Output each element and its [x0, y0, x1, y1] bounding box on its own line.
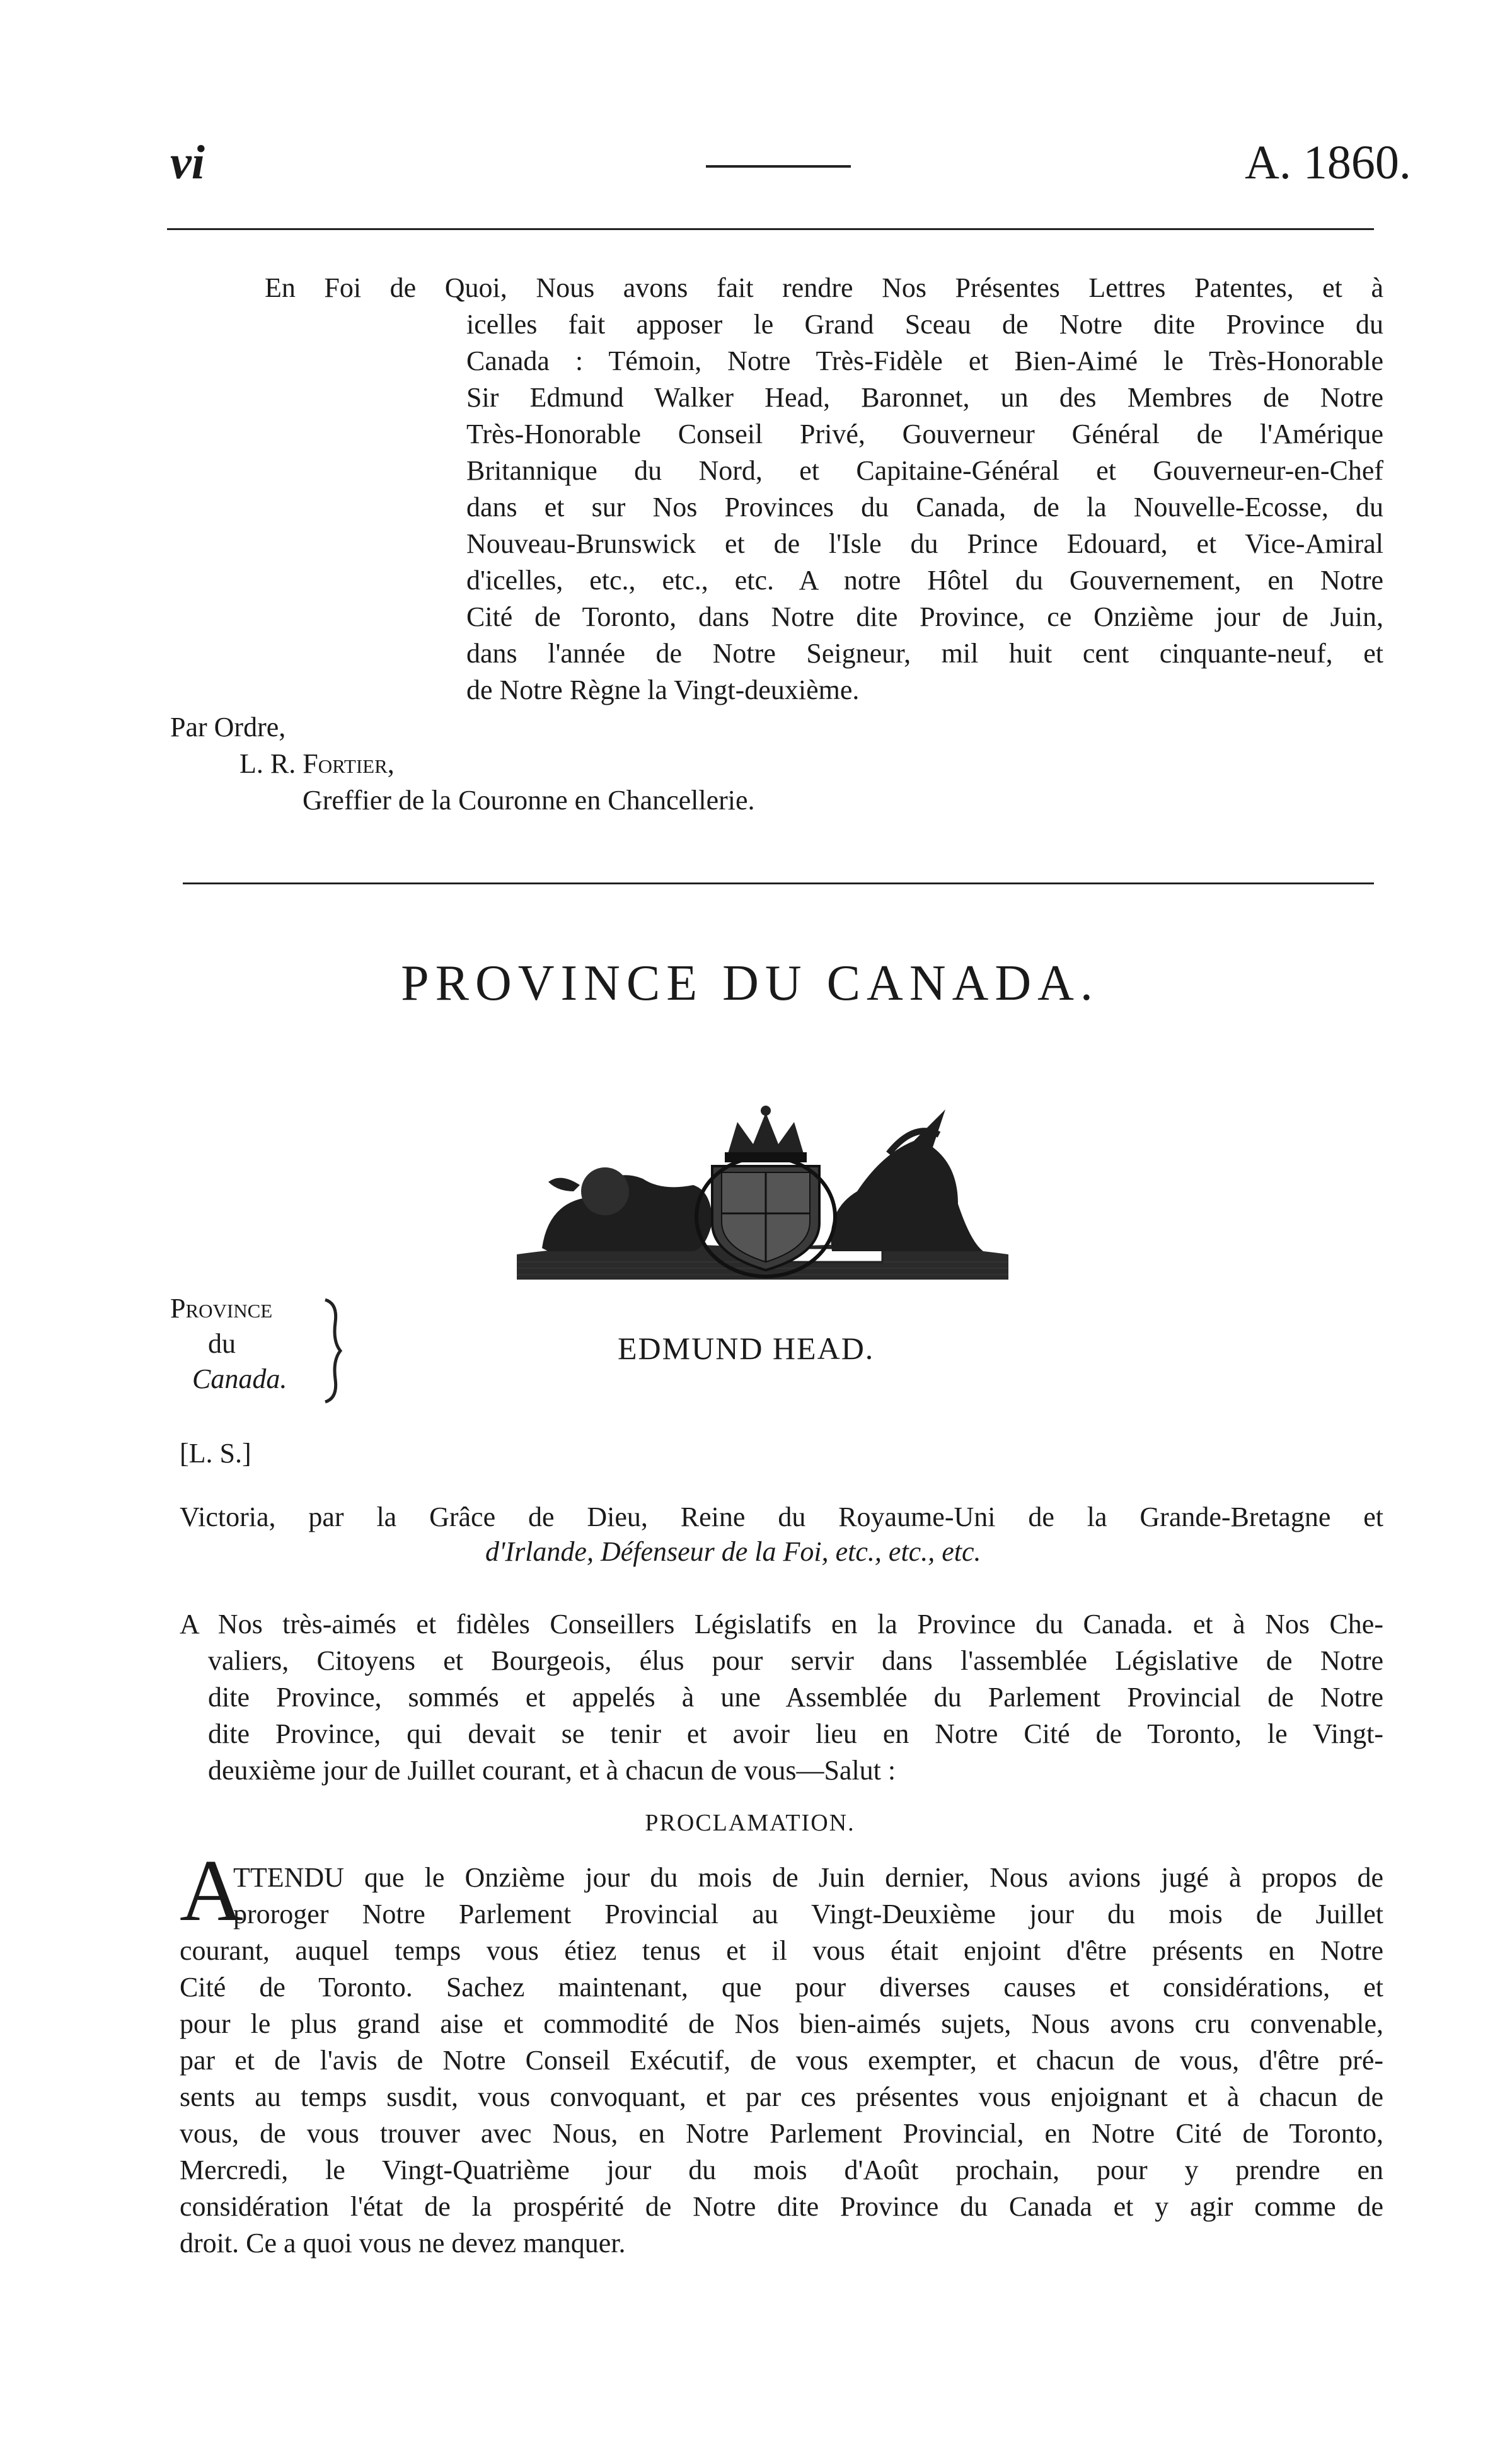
- testimony-line: de Notre Règne la Vingt-deuxième.: [466, 674, 860, 705]
- testimony-line: Très-Honorable Conseil Privé, Gouverneur Général de l'Amérique: [466, 419, 1383, 449]
- victoria-line-2: d'Irlande, Défenseur de la Foi, etc., etc., etc.: [485, 1536, 981, 1567]
- proclamation-line: considération l'état de la prospérité de Notre dite Province du Canada et y agir comme de: [180, 2191, 1383, 2222]
- proclamation-line: par et de l'avis de Notre Conseil Exécutif, de vous exempter, et chacun de vous, d'être pré-: [180, 2045, 1383, 2076]
- seal-du: du: [208, 1328, 236, 1359]
- proclamation-line: droit. Ce a quoi vous ne devez manquer.: [180, 2228, 626, 2259]
- governor-signature: EDMUND HEAD.: [618, 1331, 875, 1366]
- seal-province: Province: [170, 1293, 273, 1324]
- par-ordre: Par Ordre,: [170, 712, 286, 743]
- seal-canada: Canada.: [192, 1363, 287, 1394]
- testimony-line: Britannique du Nord, et Capitaine-Général et Gouverneur-en-Chef: [466, 455, 1383, 486]
- header-divider: [706, 165, 851, 168]
- testimony-line: dans et sur Nos Provinces du Canada, de la Nouvelle-Ecosse, du: [466, 492, 1383, 523]
- testimony-line: Sir Edmund Walker Head, Baronnet, un des Membres de Notre: [466, 382, 1383, 413]
- victoria-line-1: Victoria, par la Grâce de Dieu, Reine du Royaume-Uni de la Grande-Bretagne et: [180, 1501, 1383, 1532]
- testimony-line: En Foi de Quoi, Nous avons fait rendre Nos Présentes Lettres Patentes, et à: [265, 272, 1383, 303]
- proclamation-heading: PROCLAMATION.: [645, 1810, 855, 1836]
- drop-cap: A: [180, 1842, 244, 1940]
- page-number: vi: [170, 136, 205, 189]
- testimony-line: Cité de Toronto, dans Notre dite Province, ce Onzième jour de Juin,: [466, 601, 1383, 632]
- proclamation-line: Cité de Toronto. Sachez maintenant, que pour diverses causes et considérations, et: [180, 1972, 1383, 2003]
- proclamation-line: sents au temps susdit, vous convoquant, et par ces présentes vous enjoignant et à chacun de: [180, 2081, 1383, 2112]
- proclamation-line: Mercredi, le Vingt-Quatrième jour du mois d'Août prochain, pour y prendre en: [180, 2155, 1383, 2185]
- proclamation-line: proroger Notre Parlement Provincial au Vingt-Deuxième jour du mois de Juillet: [233, 1899, 1383, 1929]
- testimony-line: dans l'année de Notre Seigneur, mil huit cent cinquante-neuf, et: [466, 638, 1383, 669]
- address-line: dite Province, sommés et appelés à une Assemblée du Parlement Provincial de Notre: [208, 1682, 1383, 1713]
- brace-icon: [320, 1297, 345, 1404]
- proclamation-line: courant, auquel temps vous étiez tenus et il vous était enjoint d'être présents en Notre: [180, 1935, 1383, 1966]
- address-line: dite Province, qui devait se tenir et avoir lieu en Notre Cité de Toronto, le Vingt-: [208, 1718, 1383, 1749]
- province-title: PROVINCE DU CANADA.: [401, 956, 1099, 1011]
- testimony-line: d'icelles, etc., etc., etc. A notre Hôtel du Gouvernement, en Notre: [466, 565, 1383, 596]
- header-rule: [167, 228, 1374, 230]
- seal-ls: [L. S.]: [180, 1438, 251, 1469]
- royal-arms-image: [504, 1097, 1021, 1286]
- testimony-line: Nouveau-Brunswick et de l'Isle du Prince Edouard, et Vice-Amiral: [466, 528, 1383, 559]
- proclamation-line: pour le plus grand aise et commodité de Nos bien-aimés sujets, Nous avons cru convenable,: [180, 2008, 1383, 2039]
- section-rule: [183, 882, 1374, 884]
- signatory-title: Greffier de la Couronne en Chancellerie.: [303, 785, 755, 816]
- testimony-line: Canada : Témoin, Notre Très-Fidèle et Bien-Aimé le Très-Honorable: [466, 345, 1383, 376]
- proclamation-line: vous, de vous trouver avec Nous, en Notre Parlement Provincial, en Notre Cité de Toronto,: [180, 2118, 1383, 2149]
- address-line: deuxième jour de Juillet courant, et à chacun de vous—Salut :: [208, 1755, 896, 1786]
- proclamation-line: TTENDU que le Onzième jour du mois de Juin dernier, Nous avions jugé à propos de: [233, 1862, 1383, 1893]
- address-line: A Nos très-aimés et fidèles Conseillers Législatifs en la Province du Canada. et à Nos Che-: [180, 1609, 1383, 1640]
- signatory-name: L. R. Fortier,: [239, 748, 395, 779]
- testimony-line: icelles fait apposer le Grand Sceau de Notre dite Province du: [466, 309, 1383, 340]
- address-line: valiers, Citoyens et Bourgeois, élus pour servir dans l'assemblée Législative de Notre: [208, 1645, 1383, 1676]
- page-year: A. 1860.: [1245, 136, 1411, 189]
